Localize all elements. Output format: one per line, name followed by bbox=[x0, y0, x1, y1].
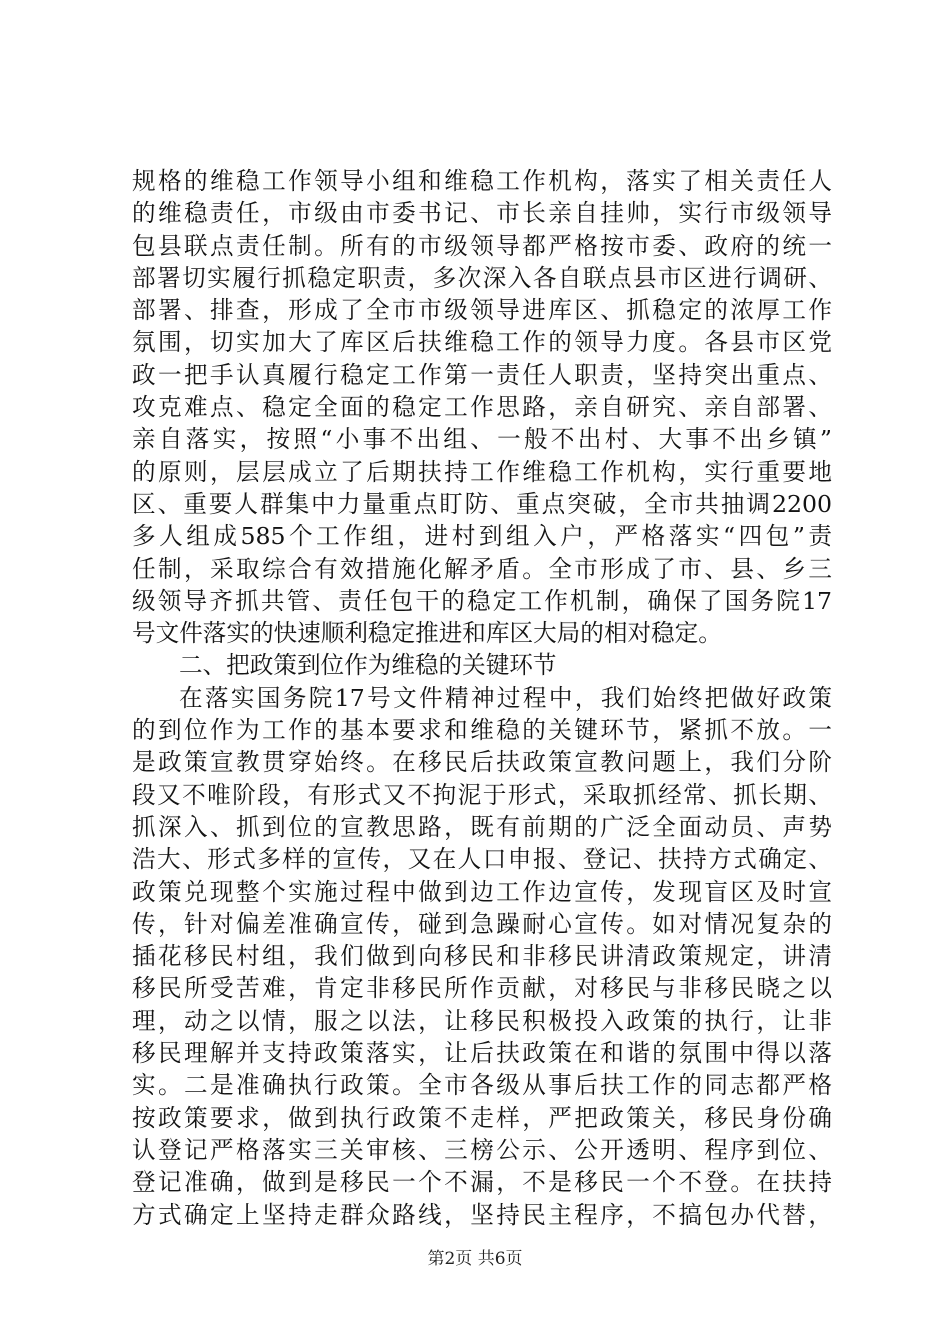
text-line: 插花移民村组，我们做到向移民和非移民讲清政策规定，讲清 bbox=[132, 942, 832, 971]
page-number-footer: 第2页 共6页 bbox=[427, 1249, 523, 1269]
text-line: 氛围，切实加大了库区后扶维稳工作的领导力度。各县市区党 bbox=[132, 328, 832, 357]
text-line: 移民理解并支持政策落实，让后扶政策在和谐的氛围中得以落 bbox=[132, 1039, 832, 1068]
text-line: 在落实国务院17号文件精神过程中，我们始终把做好政策 bbox=[179, 683, 832, 712]
text-line: 多人组成585个工作组，进村到组入户，严格落实“四包”责 bbox=[132, 522, 832, 551]
text-line: 方式确定上坚持走群众路线，坚持民主程序，不搞包办代替， bbox=[132, 1200, 832, 1229]
text-line: 按政策要求，做到执行政策不走样，严把政策关，移民身份确 bbox=[132, 1103, 832, 1132]
text-line: 的维稳责任，市级由市委书记、市长亲自挂帅，实行市级领导 bbox=[132, 199, 832, 228]
text-line: 号文件落实的快速顺利稳定推进和库区大局的相对稳定。 bbox=[132, 619, 722, 648]
text-line: 是政策宣教贯穿始终。在移民后扶政策宣教问题上，我们分阶 bbox=[132, 748, 832, 777]
text-line: 移民所受苦难，肯定非移民所作贡献，对移民与非移民晓之以 bbox=[132, 974, 832, 1003]
text-line: 级领导齐抓共管、责任包干的稳定工作机制，确保了国务院17 bbox=[132, 586, 832, 615]
text-line: 理，动之以情，服之以法，让移民积极投入政策的执行，让非 bbox=[132, 1006, 832, 1035]
text-line: 浩大、形式多样的宣传，又在人口申报、登记、扶持方式确定、 bbox=[132, 845, 832, 874]
text-line: 政策兑现整个实施过程中做到边工作边宣传，发现盲区及时宣 bbox=[132, 877, 832, 906]
text-line: 包县联点责任制。所有的市级领导都严格按市委、政府的统一 bbox=[132, 231, 832, 260]
text-line: 任制，采取综合有效措施化解矛盾。全市形成了市、县、乡三 bbox=[132, 554, 832, 583]
section-heading: 二、把政策到位作为维稳的关键环节 bbox=[179, 651, 557, 680]
text-line: 登记准确，做到是移民一个不漏，不是移民一个不登。在扶持 bbox=[132, 1168, 832, 1197]
text-line: 实。二是准确执行政策。全市各级从事后扶工作的同志都严格 bbox=[132, 1071, 832, 1100]
document-body bbox=[132, 165, 832, 1231]
text-line: 规格的维稳工作领导小组和维稳工作机构，落实了相关责任人 bbox=[132, 167, 832, 195]
text-line: 攻克难点、稳定全面的稳定工作思路，亲自研究、亲自部署、 bbox=[132, 393, 832, 422]
text-line: 认登记严格落实三关审核、三榜公示、公开透明、程序到位、 bbox=[132, 1135, 832, 1164]
text-line: 亲自落实，按照“小事不出组、一般不出村、大事不出乡镇” bbox=[132, 425, 832, 454]
text-line: 段又不唯阶段，有形式又不拘泥于形式，采取抓经常、抓长期、 bbox=[132, 780, 832, 809]
text-line: 的原则，层层成立了后期扶持工作维稳工作机构，实行重要地 bbox=[132, 457, 832, 486]
text-line: 区、重要人群集中力量重点盯防、重点突破，全市共抽调2200 bbox=[132, 489, 832, 518]
text-line: 部署切实履行抓稳定职责，多次深入各自联点县市区进行调研、 bbox=[132, 263, 832, 292]
text-line: 政一把手认真履行稳定工作第一责任人职责，坚持突出重点、 bbox=[132, 360, 832, 389]
text-line: 传，针对偏差准确宣传，碰到急躁耐心宣传。如对情况复杂的 bbox=[132, 909, 832, 938]
text-line: 的到位作为工作的基本要求和维稳的关键环节，紧抓不放。一 bbox=[132, 716, 832, 745]
text-line: 部署、排查，形成了全市市级领导进库区、抓稳定的浓厚工作 bbox=[132, 296, 832, 325]
text-line: 抓深入、抓到位的宣教思路，既有前期的广泛全面动员、声势 bbox=[132, 812, 832, 841]
